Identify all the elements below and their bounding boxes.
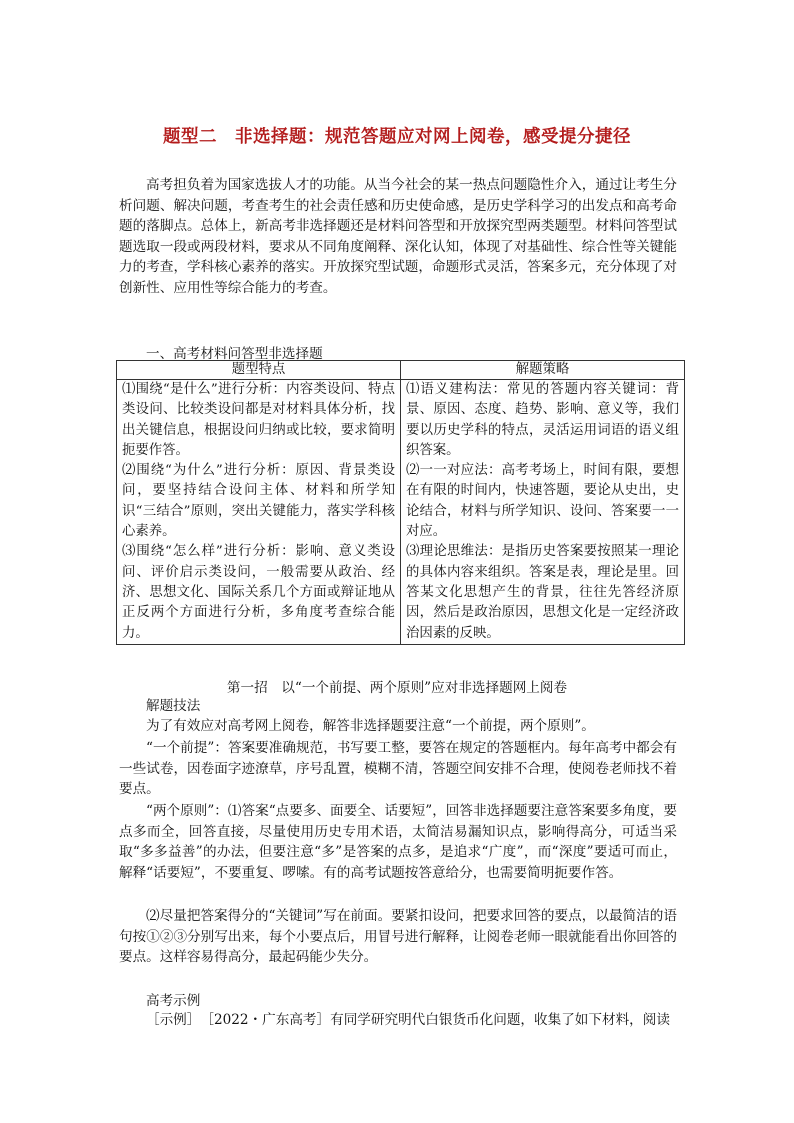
example-label: 高考示例 [146, 993, 201, 1009]
body-paragraph: 为了有效应对高考网上阅卷，解答非选择题要注意“一个前提，两个原则”。 [146, 718, 595, 734]
features-cell [117, 380, 401, 645]
table-header-row [117, 361, 685, 380]
section-heading: 一、高考材料问答型非选择题 [146, 346, 323, 362]
strategy-item: ⑵一一对应法：高考考场上，时间有限，要想在有限的时间内，快速答题，要论从史出，史论结合，材料与所学知识、设问、答案要一一对应。 [406, 463, 679, 540]
strategy-item: ⑶理论思维法：是指历史答案要按照某一理论的具体内容来组织。答案是表，理论是里。回答某文化思想产生的背景，往往先答经济原因，然后是政治原因，思想文化是一定经济政治因素的反映。 [406, 544, 679, 641]
document-title: 题型二 非选择题：规范答题应对网上阅卷，感受提分捷径 [163, 127, 631, 147]
column-header-features: 题型特点 [117, 361, 401, 380]
table-row [117, 380, 685, 645]
column-header-strategies: 解题策略 [401, 361, 685, 380]
body-paragraph: “两个原则”：⑴答案“点要多、面要全、话要短”，回答非选择题要注意答案要多角度，要点多而全，回答直接，尽量使用历史专用术语，太简洁易漏知识点，影响得高分，可适当采取“多多益善”的办法，但要注意“多”是答案的点多，是追求“广度”，而“深度”要适可而止，解释“话要短”，不要重复、啰嗦。有的高考试题按答意给分，也需要简明扼要作答。 [119, 803, 677, 881]
strategy-item: ⑴语义建构法：常见的答题内容关键词：背景、原因、态度、趋势、影响、意义等，我们要以历史学科的特点，灵活运用词语的语义组织答案。 [406, 382, 679, 458]
strategy-table [116, 360, 685, 645]
feature-item: ⑴围绕“是什么”进行分析：内容类设问、特点类设问、比较类设问都是对材料具体分析，找出关键信息，根据设问归纳或比较，要求简明扼要作答。 [122, 382, 395, 458]
intro-paragraph: 高考担负着为国家选拔人才的功能。从当今社会的某一热点问题隐性介入，通过让考生分析问题、解决问题，考查考生的社会责任感和历史使命感，是历史学科学习的出发点和高考命题的落脚点。总体上，新高考非选择题还是材料问答型和开放探究型两类题型。材料问答型试题选取一段或两段材料，要求从不同角度阐释、深化认知，体现了对基础性、综合性等关键能力的考查，学科核心素养的落实。开放探究型试题，命题形式灵活，答案多元，充分体现了对创新性、应用性等综合能力的考查。 [119, 177, 677, 296]
method-heading: 第一招 以“一个前提、两个原则”应对非选择题网上阅卷 [226, 680, 568, 696]
feature-item: ⑶围绕“怎么样”进行分析：影响、意义类设问、评价启示类设问，一般需要从政治、经济、思想文化、国际关系几个方面或辩证地从正反两个方面进行分析，多角度考查综合能力。 [122, 544, 395, 641]
example-line: ［示例］ ［2022・广东高考］有同学研究明代白银货币化问题，收集了如下材料，阅读 [146, 1012, 670, 1028]
technique-label: 解题技法 [146, 698, 201, 714]
body-paragraph: ⑵尽量把答案得分的“关键词”写在前面。要紧扣设问，把要求回答的要点，以最简洁的语句按①②③分别写出来，每个小要点后，用冒号进行解释，让阅卷老师一眼就能看出你回答的要点。这样容易得高分，最起码能少失分。 [119, 908, 677, 965]
strategies-cell [401, 380, 685, 645]
feature-item: ⑵围绕“为什么”进行分析：原因、背景类设问，要坚持结合设问主体、材料和所学知识“三结合”原则，突出关键能力，落实学科核心素养。 [122, 463, 395, 540]
body-paragraph: “一个前提”：答案要准确规范，书写要工整，要答在规定的答题框内。每年高考中都会有一些试卷，因卷面字迹潦草，序号乱置，模糊不清，答题空间安排不合理，使阅卷老师找不着要点。 [119, 740, 677, 797]
